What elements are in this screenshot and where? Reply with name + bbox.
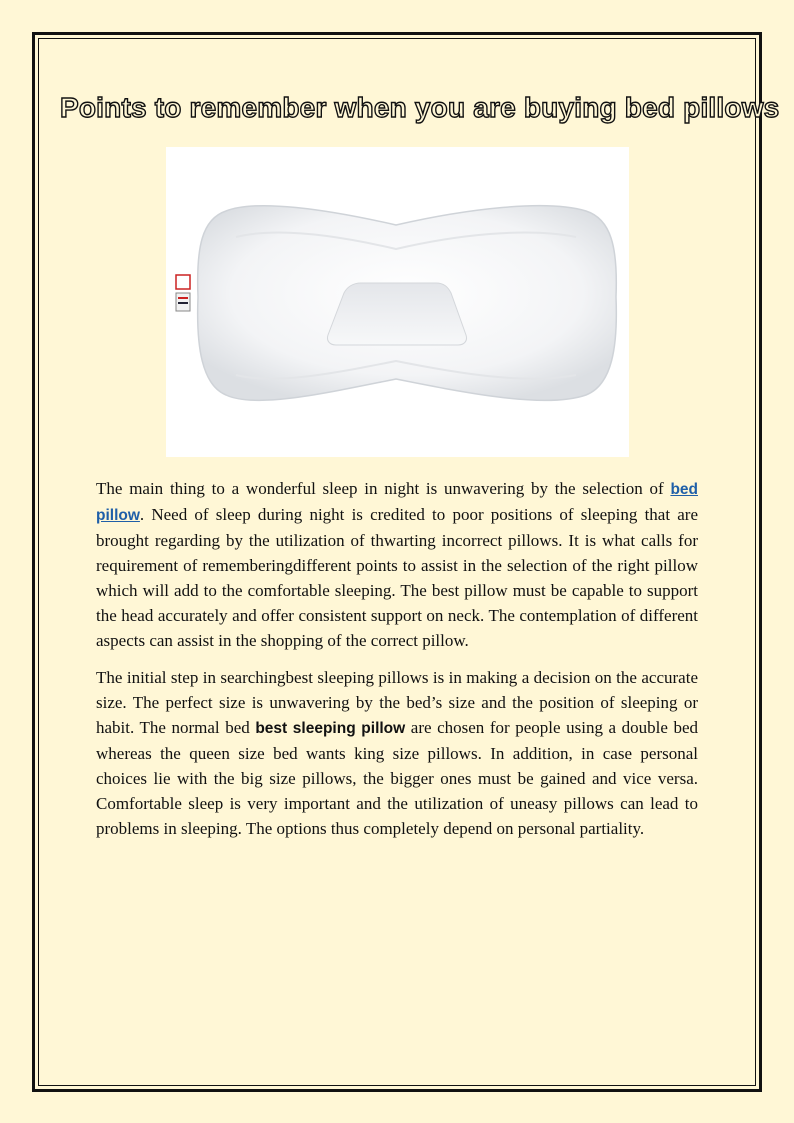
bed-pillow-link[interactable]: bed pillow (96, 481, 698, 524)
paragraph-2 (96, 665, 698, 841)
pillow-photo (166, 147, 629, 457)
tag-icon (176, 275, 190, 289)
pillow-illustration (166, 147, 629, 457)
page-title: Points to remember when you are buying bed pillows (60, 92, 780, 123)
paragraph-2-text-b: are chosen for people using a double bed whereas the queen size bed wants king size pillows. In addition, in case personal choices lie with the big size pillows, the bigger ones must be gained and vice versa. Comfortable sleep is very important and the utilization of uneasy pillows can lead to problems in sleeping. The options thus completely depend on personal partiality. (96, 718, 699, 838)
paragraph-1 (96, 476, 698, 653)
paragraph-1-text-a: The main thing to a wonderful sleep in night is unwavering by the selection of (96, 479, 671, 498)
article-body (96, 476, 698, 853)
best-sleeping-pillow-term: best sleeping pillow (255, 720, 406, 737)
paragraph-2-text-a: The initial step in searchingbest sleeping pillows is in making a decision on the accurate size. The perfect size is unwavering by the bed’s size and the position of sleeping or habit. The normal bed (96, 668, 698, 737)
paragraph-1-text-b: . Need of sleep during night is credited to poor positions of sleeping that are brought regarding by the utilization of thwarting incorrect pillows. It is what calls for requirement of rememberingdifferent points to assist in the selection of the right pillow which will add to the comfortable sleeping. The best pillow must be capable to support the head accurately and offer consistent support on neck. The contemplation of different aspects can assist in the shopping of the correct pillow. (96, 505, 698, 650)
